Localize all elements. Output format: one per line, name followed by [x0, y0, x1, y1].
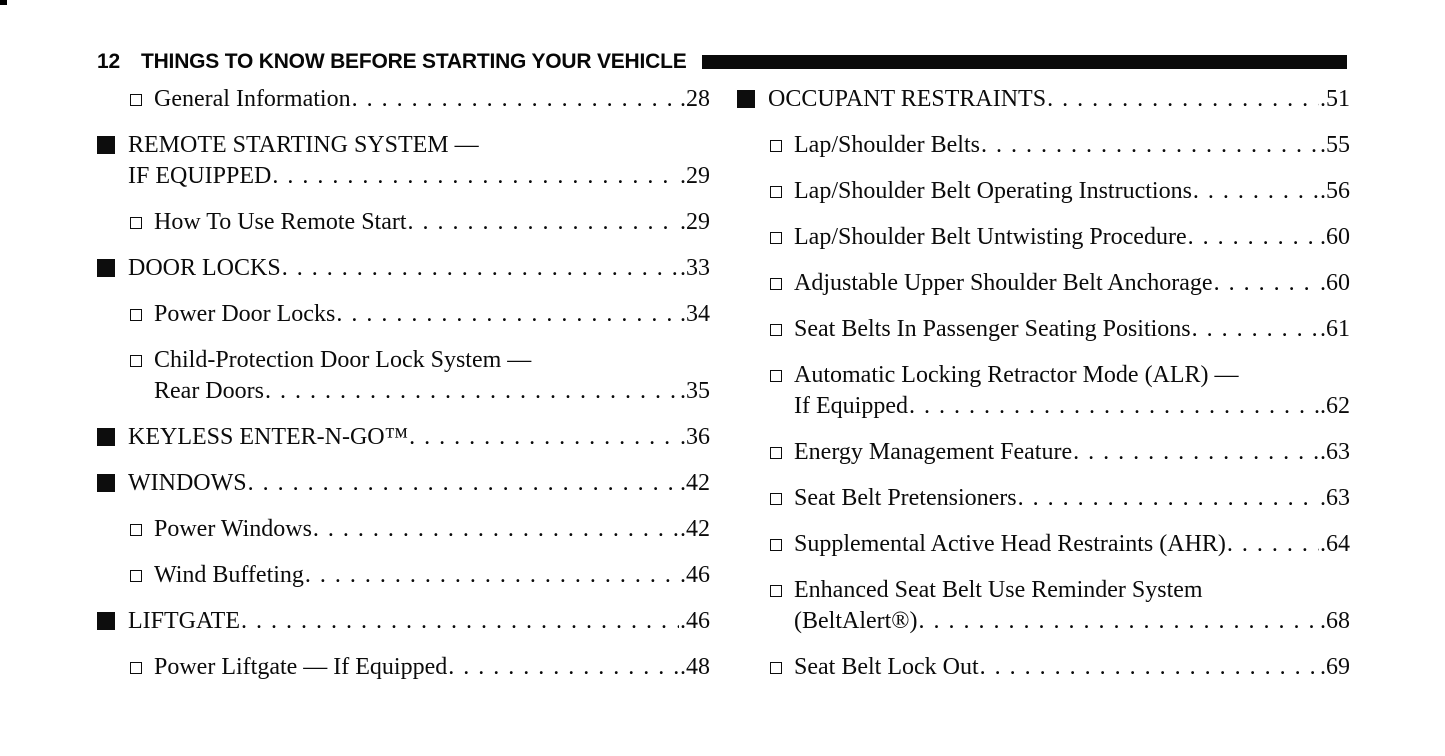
toc-page-number: .29 [680, 209, 710, 235]
toc-entry-title-line: Automatic Locking Retractor Mode (ALR) — [794, 362, 1239, 388]
toc-entry-last-line [794, 130, 1350, 161]
header-rule-bar [702, 55, 1347, 69]
toc-subsection-entry [97, 514, 710, 545]
toc-entry-body [154, 207, 710, 238]
toc-entry-body [768, 84, 1350, 115]
toc-page-number: .55 [1320, 132, 1350, 158]
open-square-bullet-icon [130, 570, 142, 582]
toc-section-entry [97, 253, 710, 284]
open-square-bullet-icon [770, 493, 782, 505]
toc-page-number: .61 [1320, 316, 1350, 342]
toc-subsection-entry [737, 437, 1350, 468]
toc-entry-body [128, 253, 710, 284]
toc-page-number: .56 [1320, 178, 1350, 204]
toc-page-number: .33 [680, 255, 710, 281]
toc-column-left [97, 84, 710, 698]
toc-page-number: .60 [1320, 224, 1350, 250]
toc-subsection-entry [737, 483, 1350, 514]
dot-leader [1188, 222, 1319, 253]
toc-subsection-entry [97, 560, 710, 591]
toc-entry-last-line [794, 652, 1350, 683]
toc-entry-title: Power Liftgate — If Equipped [154, 654, 448, 680]
dot-leader [305, 560, 679, 591]
toc-entry-title: How To Use Remote Start [154, 209, 407, 235]
toc-page-number: .62 [1320, 393, 1350, 419]
toc-entry-last-line [154, 652, 710, 683]
open-square-bullet-icon [770, 186, 782, 198]
dot-leader [1214, 268, 1319, 299]
toc-page-number: .35 [680, 378, 710, 404]
open-square-bullet-icon [770, 140, 782, 152]
toc-entry-body [794, 314, 1350, 345]
toc-entry-title: OCCUPANT RESTRAINTS [768, 86, 1047, 112]
toc-entry-last-line [154, 560, 710, 591]
toc-entry-title: IF EQUIPPED [128, 163, 272, 189]
toc-subsection-entry [737, 130, 1350, 161]
dot-leader [1192, 314, 1319, 345]
toc-entry-body [154, 514, 710, 545]
toc-entry-body [128, 468, 710, 499]
toc-page-number: .64 [1320, 531, 1350, 557]
toc-subsection-entry [737, 268, 1350, 299]
toc-subsection-entry [737, 222, 1350, 253]
toc-entry-body [794, 268, 1350, 299]
toc-entry-title: Rear Doors [154, 378, 264, 404]
dot-leader [1193, 176, 1319, 207]
toc-subsection-entry [737, 575, 1350, 637]
toc-entry-last-line [154, 376, 710, 407]
toc-entry-title: Energy Management Feature [794, 439, 1073, 465]
toc-entry-title: (BeltAlert®) [794, 608, 918, 634]
toc-subsection-entry [97, 84, 710, 115]
toc-entry-title: Seat Belt Pretensioners [794, 485, 1017, 511]
filled-square-bullet-icon [97, 136, 115, 154]
toc-entry-last-line [128, 422, 710, 453]
toc-page-number: .60 [1320, 270, 1350, 296]
toc-section-entry [97, 606, 710, 637]
toc-page-number: .42 [680, 516, 710, 542]
toc-entry-body [794, 529, 1350, 560]
toc-entry-body [154, 652, 710, 683]
dot-leader [919, 606, 1319, 637]
dot-leader [282, 253, 679, 284]
toc-subsection-entry [737, 529, 1350, 560]
toc-entry-title: Supplemental Active Head Restraints (AHR) [794, 531, 1226, 557]
dot-leader [909, 391, 1319, 422]
toc-page-number: .51 [1320, 86, 1350, 112]
toc-entry-last-line [128, 468, 710, 499]
toc-page-number: .68 [1320, 608, 1350, 634]
toc-entry-body [794, 483, 1350, 514]
toc-page-number: .36 [680, 424, 710, 450]
open-square-bullet-icon [770, 662, 782, 674]
toc-entry-body [794, 652, 1350, 683]
open-square-bullet-icon [130, 217, 142, 229]
open-square-bullet-icon [770, 539, 782, 551]
toc-section-entry [737, 84, 1350, 115]
toc-entry-body [128, 422, 710, 453]
dot-leader [409, 422, 679, 453]
toc-entry-body [154, 345, 710, 407]
dot-leader [241, 606, 679, 637]
toc-entry-title: General Information [154, 86, 351, 112]
filled-square-bullet-icon [97, 612, 115, 630]
open-square-bullet-icon [130, 524, 142, 536]
filled-square-bullet-icon [97, 259, 115, 277]
toc-subsection-entry [737, 314, 1350, 345]
toc-entry-title: Lap/Shoulder Belts [794, 132, 980, 158]
dot-leader [272, 161, 679, 192]
toc-entry-last-line [794, 606, 1350, 637]
dot-leader [313, 514, 679, 545]
toc-entry-last-line [794, 529, 1350, 560]
dot-leader [265, 376, 679, 407]
filled-square-bullet-icon [97, 474, 115, 492]
toc-entry-last-line [128, 606, 710, 637]
toc-entry-title: LIFTGATE [128, 608, 240, 634]
dot-leader [448, 652, 679, 683]
toc-entry-title: If Equipped [794, 393, 908, 419]
open-square-bullet-icon [770, 324, 782, 336]
toc-section-entry [97, 130, 710, 192]
toc-entry-title-line: REMOTE STARTING SYSTEM — [128, 132, 479, 158]
toc-subsection-entry [97, 652, 710, 683]
open-square-bullet-icon [770, 278, 782, 290]
toc-entry-title: Adjustable Upper Shoulder Belt Anchorage [794, 270, 1213, 296]
toc-section-entry [97, 422, 710, 453]
toc-entry-body [154, 299, 710, 330]
open-square-bullet-icon [130, 355, 142, 367]
toc-entry-body [154, 560, 710, 591]
toc-entry-last-line [154, 299, 710, 330]
toc-entry-last-line [768, 84, 1350, 115]
toc-entry-last-line [128, 253, 710, 284]
toc-subsection-entry [97, 207, 710, 238]
toc-page-number: .46 [680, 608, 710, 634]
toc-entry-last-line [128, 161, 710, 192]
toc-subsection-entry [97, 299, 710, 330]
dot-leader [408, 207, 679, 238]
toc-entry-last-line [794, 222, 1350, 253]
toc-subsection-entry [737, 360, 1350, 422]
toc-page-number: .28 [680, 86, 710, 112]
page-header [97, 50, 1347, 74]
dot-leader [248, 468, 679, 499]
dot-leader [352, 84, 679, 115]
toc-entry-last-line [154, 514, 710, 545]
filled-square-bullet-icon [97, 428, 115, 446]
toc-entry-title: Seat Belts In Passenger Seating Positions [794, 316, 1191, 342]
toc-entry-body [794, 176, 1350, 207]
toc-column-right [737, 84, 1350, 698]
filled-square-bullet-icon [737, 90, 755, 108]
toc-entry-body [794, 437, 1350, 468]
dot-leader [1018, 483, 1319, 514]
toc-subsection-entry [737, 652, 1350, 683]
toc-section-entry [97, 468, 710, 499]
open-square-bullet-icon [130, 94, 142, 106]
toc-entry-body [794, 360, 1350, 422]
toc-entry-title: Lap/Shoulder Belt Operating Instructions [794, 178, 1192, 204]
toc-entry-last-line [794, 314, 1350, 345]
dot-leader [980, 652, 1319, 683]
table-of-contents [97, 84, 1350, 698]
chapter-title: THINGS TO KNOW BEFORE STARTING YOUR VEHICLE [140, 50, 687, 73]
open-square-bullet-icon [770, 370, 782, 382]
toc-entry-last-line [154, 84, 710, 115]
toc-entry-last-line [794, 176, 1350, 207]
toc-entry-body [794, 130, 1350, 161]
open-square-bullet-icon [770, 232, 782, 244]
toc-entry-title: Lap/Shoulder Belt Untwisting Procedure [794, 224, 1187, 250]
toc-entry-title: Power Door Locks [154, 301, 336, 327]
toc-entry-body [128, 606, 710, 637]
toc-page-number: .63 [1320, 485, 1350, 511]
open-square-bullet-icon [130, 309, 142, 321]
toc-subsection-entry [97, 345, 710, 407]
toc-entry-last-line [794, 391, 1350, 422]
toc-entry-last-line [794, 437, 1350, 468]
page-number: 12 [97, 50, 120, 73]
toc-page-number: .29 [680, 163, 710, 189]
toc-entry-title: Power Windows [154, 516, 312, 542]
toc-entry-title: Seat Belt Lock Out [794, 654, 979, 680]
open-square-bullet-icon [770, 585, 782, 597]
toc-entry-title: WINDOWS [128, 470, 247, 496]
toc-entry-body [128, 130, 710, 192]
toc-entry-title-line: Enhanced Seat Belt Use Reminder System [794, 577, 1203, 603]
toc-entry-last-line [794, 268, 1350, 299]
toc-subsection-entry [737, 176, 1350, 207]
open-square-bullet-icon [130, 662, 142, 674]
toc-entry-title: KEYLESS ENTER-N-GO™ [128, 424, 409, 450]
open-square-bullet-icon [770, 447, 782, 459]
dot-leader [1227, 529, 1319, 560]
toc-entry-body [154, 84, 710, 115]
toc-entry-title: Wind Buffeting [154, 562, 304, 588]
toc-entry-last-line [794, 483, 1350, 514]
scan-artifact-mark [0, 0, 7, 5]
toc-page-number: .46 [680, 562, 710, 588]
toc-entry-title-line: Child-Protection Door Lock System — [154, 347, 532, 373]
toc-page-number: .34 [680, 301, 710, 327]
toc-entry-title: DOOR LOCKS [128, 255, 281, 281]
toc-entry-body [794, 222, 1350, 253]
dot-leader [981, 130, 1319, 161]
toc-page-number: .63 [1320, 439, 1350, 465]
toc-page-number: .42 [680, 470, 710, 496]
dot-leader [1047, 84, 1319, 115]
toc-entry-last-line [154, 207, 710, 238]
toc-page-number: .69 [1320, 654, 1350, 680]
toc-entry-body [794, 575, 1350, 637]
toc-page-number: .48 [680, 654, 710, 680]
dot-leader [336, 299, 679, 330]
dot-leader [1073, 437, 1319, 468]
